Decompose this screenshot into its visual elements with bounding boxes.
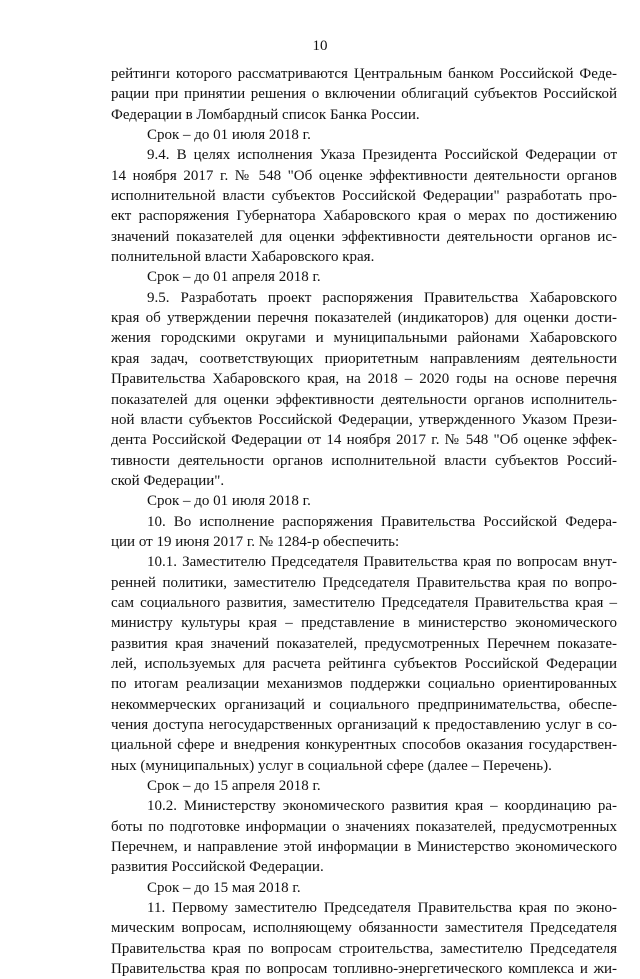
- text-line: Правительства Хабаровского края, на 2018 – 2020 годы на основе перечня: [111, 371, 617, 388]
- text-line: Правительства края по вопросам строительства, заместителю Председателя: [111, 940, 617, 957]
- text-line: ект распоряжения Губернатора Хабаровского края о мерах по достижению: [111, 208, 617, 225]
- text-line: 9.5. Разработать проект распоряжения Правительства Хабаровского: [147, 289, 617, 306]
- text-line: Срок – до 01 июля 2018 г.: [147, 493, 311, 510]
- text-line: исполнительной власти субъектов Российской Федерации" разработать про-: [111, 188, 617, 205]
- text-line: края об утверждении перечня показателей (индикаторов) для оценки дости-: [111, 310, 617, 327]
- text-line: тивности деятельности органов исполнительной власти субъектов Россий-: [111, 452, 617, 469]
- text-line: развития Российской Федерации.: [111, 859, 324, 876]
- text-line: ции от 19 июня 2017 г. № 1284-р обеспечить:: [111, 533, 400, 550]
- text-line: 11. Первому заместителю Председателя Правительства края по эконо-: [147, 900, 617, 917]
- text-line: дента Российской Федерации от 14 ноября 2017 г. № 548 "Об оценке эффек-: [111, 432, 617, 449]
- text-line: Федерации в Ломбардный список Банка России.: [111, 106, 420, 123]
- text-line: ской Федерации".: [111, 472, 225, 489]
- text-line: боты по подготовке информации о значениях показателей, предусмотренных: [111, 818, 617, 835]
- text-line: показателей для оценки эффективности деятельности органов исполнитель-: [111, 391, 617, 408]
- text-line: Правительства края по вопросам топливно-энергетического комплекса и жи-: [111, 961, 617, 978]
- text-line: мическим вопросам, исполняющему обязанности заместителя Председателя: [111, 920, 617, 937]
- text-line: циальной сфере и внедрения конкурентных способов оказания государствен-: [111, 737, 617, 754]
- text-line: Срок – до 01 июля 2018 г.: [147, 127, 311, 144]
- document-body: [111, 64, 617, 979]
- text-line: Срок – до 15 мая 2018 г.: [147, 879, 301, 896]
- text-line: по итогам реализации механизмов поддержки социально ориентированных: [111, 676, 617, 693]
- text-line: Срок – до 15 апреля 2018 г.: [147, 778, 321, 795]
- text-line: министру культуры края – представление в министерство экономического: [111, 615, 617, 632]
- text-line: чения доступа негосударственных организаций к предоставлению услуг в со-: [111, 717, 617, 733]
- text-line: некоммерческих организаций и социального предпринимательства, обеспе-: [111, 696, 617, 713]
- text-line: значений показателей для оценки эффективности деятельности органов ис-: [111, 228, 617, 245]
- text-line: Перечнем, и направление этой информации в Министерство экономического: [111, 839, 617, 856]
- text-line: 10.1. Заместителю Председателя Правительства края по вопросам внут-: [147, 554, 617, 571]
- text-line: полнительной власти Хабаровского края.: [111, 249, 375, 266]
- text-line: рации при принятии решения о включении облигаций субъектов Российской: [111, 86, 617, 103]
- text-line: края задач, соответствующих приоритетным направлениям деятельности: [111, 350, 617, 367]
- text-line: Срок – до 01 апреля 2018 г.: [147, 269, 321, 286]
- text-line: 14 ноября 2017 г. № 548 "Об оценке эффективности деятельности органов: [111, 167, 617, 184]
- text-line: 9.4. В целях исполнения Указа Президента Российской Федерации от: [147, 147, 617, 164]
- text-line: лей, используемых для расчета рейтинга субъектов Российской Федерации: [111, 655, 617, 672]
- text-line: 10. Во исполнение распоряжения Правительства Российской Федера-: [147, 513, 617, 530]
- text-line: 10.2. Министерству экономического развития края – координацию ра-: [147, 798, 617, 815]
- text-line: сам социального развития, заместителю Председателя Правительства края –: [111, 594, 617, 611]
- text-line: рейтинги которого рассматриваются Центральным банком Российской Феде-: [111, 66, 617, 82]
- text-line: ных (муниципальных) услуг в социальной сфере (далее – Перечень).: [111, 757, 552, 774]
- text-line: развития края значений показателей, предусмотренных Перечнем показате-: [111, 635, 617, 652]
- text-line: жения городскими округами и муниципальными районами Хабаровского: [111, 330, 617, 347]
- text-line: ной власти субъектов Российской Федерации, утвержденного Указом Прези-: [111, 411, 617, 428]
- page-number: 10: [312, 38, 328, 54]
- text-line: ренней политики, заместителю Председателя Правительства края по вопро-: [111, 574, 617, 591]
